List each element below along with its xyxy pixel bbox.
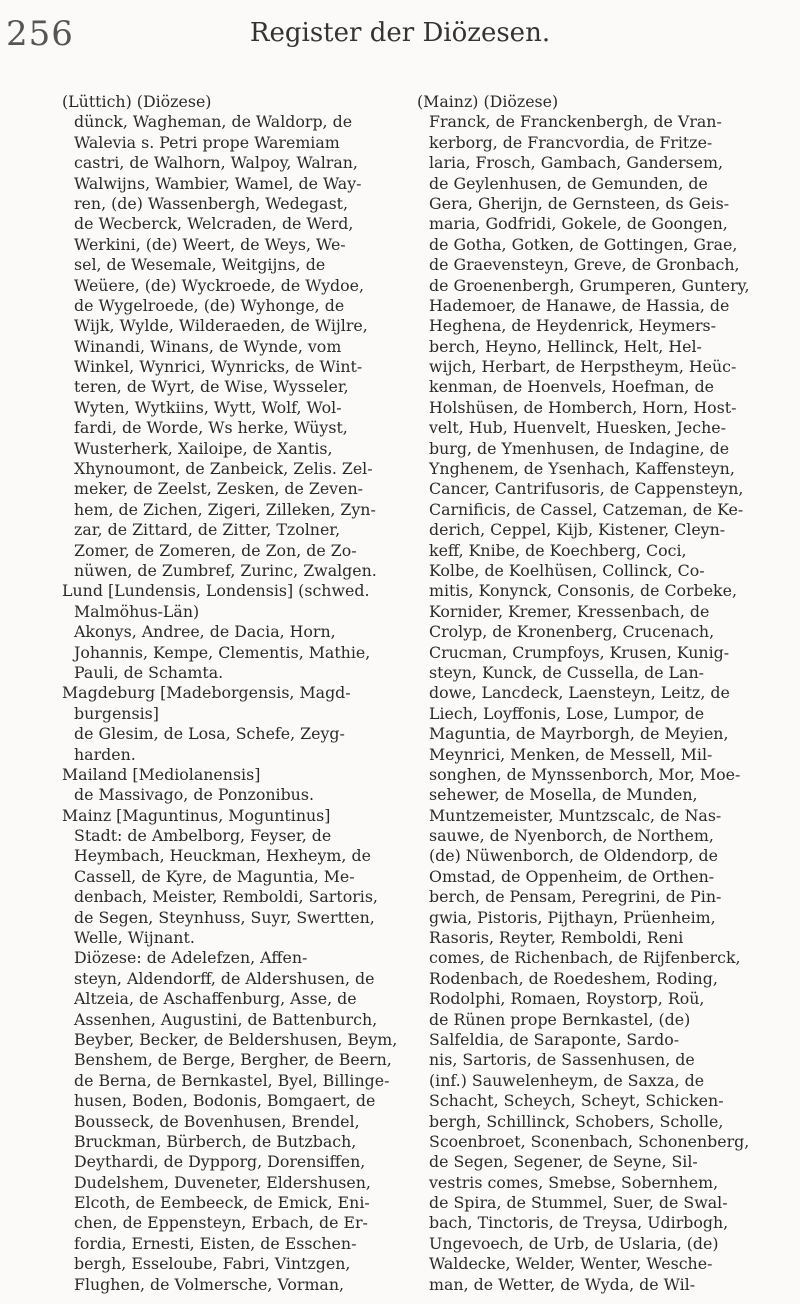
text-line: Magdeburg [Madeborgensis, Magd- <box>62 683 351 703</box>
text-line: dünck, Wagheman, de Waldorp, de <box>74 112 353 132</box>
text-line: teren, de Wyrt, de Wise, Wysseler, <box>74 377 349 397</box>
text-line: Heymbach, Heuckman, Hexheym, de <box>74 846 371 866</box>
text-line: Rodenbach, de Roedeshem, Roding, <box>429 968 718 988</box>
text-line: Crucman, Crumpfoys, Krusen, Kunig- <box>429 642 730 662</box>
text-line: Pauli, de Schamta. <box>74 662 224 682</box>
text-line: Franck, de Franckenbergh, de Vran- <box>429 112 722 132</box>
text-line: Liech, Loyffonis, Lose, Lumpor, de <box>429 703 705 723</box>
text-line: hem, de Zichen, Zigeri, Zilleken, Zyn- <box>74 499 376 519</box>
text-line: Altzeia, de Aschaffenburg, Asse, de <box>74 989 357 1009</box>
right-column <box>417 92 757 1295</box>
running-title: Register der Diözesen. <box>249 18 551 48</box>
text-line: Kolbe, de Koelhüsen, Collinck, Co- <box>429 560 705 580</box>
text-line: man, de Wetter, de Wyda, de Wil- <box>429 1274 696 1294</box>
text-line: steyn, Aldendorff, de Aldershusen, de <box>74 968 375 988</box>
text-line: Stadt: de Ambelborg, Feyser, de <box>74 826 332 846</box>
text-line: harden. <box>74 744 136 764</box>
text-line: fardi, de Worde, Ws herke, Wüyst, <box>74 418 348 438</box>
text-line: de Spira, de Stummel, Suer, de Swal- <box>429 1193 728 1213</box>
text-line: comes, de Richenbach, de Rijfenberck, <box>429 948 741 968</box>
text-line: Johannis, Kempe, Clementis, Mathie, <box>74 642 371 662</box>
text-line: de Wygelroede, (de) Wyhonge, de <box>74 295 345 315</box>
text-line: Dudelshem, Duveneter, Eldershusen, <box>74 1172 371 1192</box>
text-line: Elcoth, de Eembeeck, de Emick, Eni- <box>74 1193 370 1213</box>
text-line: Mailand [Mediolanensis] <box>62 764 261 784</box>
text-line: kerborg, de Francvordia, de Fritze- <box>429 132 713 152</box>
text-line: Wusterherk, Xailoipe, de Xantis, <box>74 438 333 458</box>
text-line: vestris comes, Smebse, Sobernhem, <box>429 1172 719 1192</box>
text-line: Scoenbroet, Sconenbach, Schonenberg, <box>429 1131 750 1151</box>
text-line: gwia, Pistoris, Pijthayn, Prüenheim, <box>429 907 716 927</box>
text-line: de Massivago, de Ponzonibus. <box>74 785 314 805</box>
text-line: velt, Hub, Huenvelt, Huesken, Jeche- <box>429 418 726 438</box>
text-line: Cassell, de Kyre, de Maguntia, Me- <box>74 866 355 886</box>
text-line: ren, (de) Wassenbergh, Wedegast, <box>74 193 349 213</box>
text-line: maria, Godfridi, Gokele, de Goongen, <box>429 214 728 234</box>
text-line: derich, Ceppel, Kijb, Kistener, Cleyn- <box>429 520 726 540</box>
text-line: castri, de Walhorn, Walpoy, Walran, <box>74 153 358 173</box>
text-line: Salfeldia, de Saraponte, Sardo- <box>429 1029 680 1049</box>
text-line: Assenhen, Augustini, de Battenburch, <box>74 1009 378 1029</box>
text-line: Akonys, Andree, de Dacia, Horn, <box>74 622 336 642</box>
text-line: Weüere, (de) Wyckroede, de Wydoe, <box>74 275 365 295</box>
text-line: berch, Heyno, Hellinck, Helt, Hel- <box>429 336 702 356</box>
text-line: Beyber, Becker, de Beldershusen, Beym, <box>74 1029 398 1049</box>
text-line: Carnificis, de Cassel, Catzeman, de Ke- <box>429 499 744 519</box>
text-line: nüwen, de Zumbref, Zurinc, Zwalgen. <box>74 560 377 580</box>
page-number: 256 <box>6 14 74 54</box>
text-line: meker, de Zeelst, Zesken, de Zeven- <box>74 479 363 499</box>
text-line: (inf.) Sauwelenheym, de Saxza, de <box>429 1070 705 1090</box>
text-line: Ynghenem, de Ysenhach, Kaffensteyn, <box>429 459 735 479</box>
text-line: Ungevoech, de Urb, de Uslaria, (de) <box>429 1233 719 1253</box>
text-line: Bruckman, Bürberch, de Butzbach, <box>74 1131 357 1151</box>
text-line: Kornider, Kremer, Kressenbach, de <box>429 601 710 621</box>
text-line: de Graevensteyn, Greve, de Gronbach, <box>429 255 740 275</box>
text-line: Rasoris, Reyter, Remboldi, Reni <box>429 928 684 948</box>
text-line: Malmöhus-Län) <box>74 601 200 621</box>
text-line: de Segen, Segener, de Seyne, Sil- <box>429 1152 698 1172</box>
text-line: de Groenenbergh, Grumperen, Guntery, <box>429 275 750 295</box>
text-line: Heghena, de Heydenrick, Heymers- <box>429 316 716 336</box>
text-line: Lund [Lundensis, Londensis] (schwed. <box>62 581 370 601</box>
text-line: Winkel, Wynrici, Wynricks, de Wint- <box>74 357 363 377</box>
text-line: Winandi, Winans, de Wynde, vom <box>74 336 342 356</box>
text-line: Meynrici, Menken, de Messell, Mil- <box>429 744 713 764</box>
text-line: Schacht, Scheych, Scheyt, Schicken- <box>429 1091 724 1111</box>
text-line: burg, de Ymenhusen, de Indagine, de <box>429 438 730 458</box>
text-line: Walevia s. Petri prope Waremiam <box>74 132 340 152</box>
text-line: Holshüsen, de Homberch, Horn, Host- <box>429 397 737 417</box>
text-line: bach, Tinctoris, de Treysa, Udirbogh, <box>429 1213 729 1233</box>
text-line: kenman, de Hoenvels, Hoefman, de <box>429 377 715 397</box>
text-line: Mainz [Maguntinus, Moguntinus] <box>62 805 331 825</box>
text-line: steyn, Kunck, de Cussella, de Lan- <box>429 662 704 682</box>
text-line: de Gotha, Gotken, de Gottingen, Grae, <box>429 234 738 254</box>
text-line: Wyten, Wytkiins, Wytt, Wolf, Wol- <box>74 397 342 417</box>
text-line: chen, de Eppensteyn, Erbach, de Er- <box>74 1213 368 1233</box>
text-line: dowe, Lancdeck, Laensteyn, Leitz, de <box>429 683 730 703</box>
text-line: de Geylenhusen, de Gemunden, de <box>429 173 708 193</box>
text-line: Benshem, de Berge, Bergher, de Beern, <box>74 1050 392 1070</box>
text-line: de Wecberck, Welcraden, de Werd, <box>74 214 354 234</box>
text-line: (Mainz) (Diözese) <box>417 92 559 111</box>
text-line: Wijk, Wylde, Wilderaeden, de Wijlre, <box>74 316 368 336</box>
text-line: sel, de Wesemale, Weitgijns, de <box>74 255 326 275</box>
text-line: burgensis] <box>74 703 159 723</box>
text-line: Crolyp, de Kronenberg, Crucenach, <box>429 622 715 642</box>
text-line: berch, de Pensam, Peregrini, de Pin- <box>429 887 722 907</box>
text-line: songhen, de Mynssenborch, Mor, Moe- <box>429 764 741 784</box>
text-line: zar, de Zittard, de Zitter, Tzolner, <box>74 520 341 540</box>
text-line: Zomer, de Zomeren, de Zon, de Zo- <box>74 540 357 560</box>
text-line: Muntzemeister, Muntzscalc, de Nas- <box>429 805 722 825</box>
text-line: sauwe, de Nyenborch, de Northem, <box>429 826 714 846</box>
text-line: Cancer, Cantrifusoris, de Cappensteyn, <box>429 479 744 499</box>
text-line: Diözese: de Adelefzen, Affen- <box>74 948 308 968</box>
text-line: de Berna, de Bernkastel, Byel, Billinge- <box>74 1070 390 1090</box>
text-line: Bousseck, de Bovenhusen, Brendel, <box>74 1111 360 1131</box>
text-line: Flughen, de Volmersche, Vorman, <box>74 1274 345 1294</box>
text-line: bergh, Schillinck, Schobers, Scholle, <box>429 1111 724 1131</box>
text-line: laria, Frosch, Gambach, Gandersem, <box>429 153 724 173</box>
text-line: Hademoer, de Hanawe, de Hassia, de <box>429 295 730 315</box>
text-line: Welle, Wijnant. <box>74 928 195 948</box>
text-line: Gera, Gherijn, de Gernsteen, ds Geis- <box>429 193 730 213</box>
text-line: Maguntia, de Mayrborgh, de Meyien, <box>429 724 729 744</box>
text-line: sehewer, de Mosella, de Munden, <box>429 785 698 805</box>
text-line: nis, Sartoris, de Sassenhusen, de <box>429 1050 695 1070</box>
text-line: de Rünen prope Bernkastel, (de) <box>429 1009 691 1029</box>
text-line: Rodolphi, Romaen, Roystorp, Roü, <box>429 989 705 1009</box>
text-line: wijch, Herbart, de Herpstheym, Heüc- <box>429 357 737 377</box>
text-line: de Glesim, de Losa, Schefe, Zeyg- <box>74 724 345 744</box>
text-line: Xhynoumont, de Zanbeick, Zelis. Zel- <box>74 459 373 479</box>
text-line: keff, Knibe, de Koechberg, Coci, <box>429 540 687 560</box>
text-line: bergh, Esseloube, Fabri, Vintzgen, <box>74 1254 351 1274</box>
page-header <box>0 14 800 54</box>
text-line: Werkini, (de) Weert, de Weys, We- <box>74 234 346 254</box>
text-line: denbach, Meister, Remboldi, Sartoris, <box>74 887 378 907</box>
text-line: de Segen, Steynhuss, Suyr, Swertten, <box>74 907 375 927</box>
text-line: fordia, Ernesti, Eisten, de Esschen- <box>74 1233 357 1253</box>
text-line: (de) Nüwenborch, de Oldendorp, de <box>429 846 718 866</box>
text-line: Walwijns, Wambier, Wamel, de Way- <box>74 173 362 193</box>
text-line: husen, Boden, Bodonis, Bomgaert, de <box>74 1091 376 1111</box>
text-line: Waldecke, Welder, Wenter, Wesche- <box>429 1254 713 1274</box>
text-line: Omstad, de Oppenheim, de Orthen- <box>429 866 715 886</box>
left-column <box>62 92 402 1295</box>
text-line: Deythardi, de Dypporg, Dorensiffen, <box>74 1152 366 1172</box>
text-line: (Lüttich) (Diözese) <box>62 92 212 111</box>
text-line: mitis, Konynck, Consonis, de Corbeke, <box>429 581 738 601</box>
